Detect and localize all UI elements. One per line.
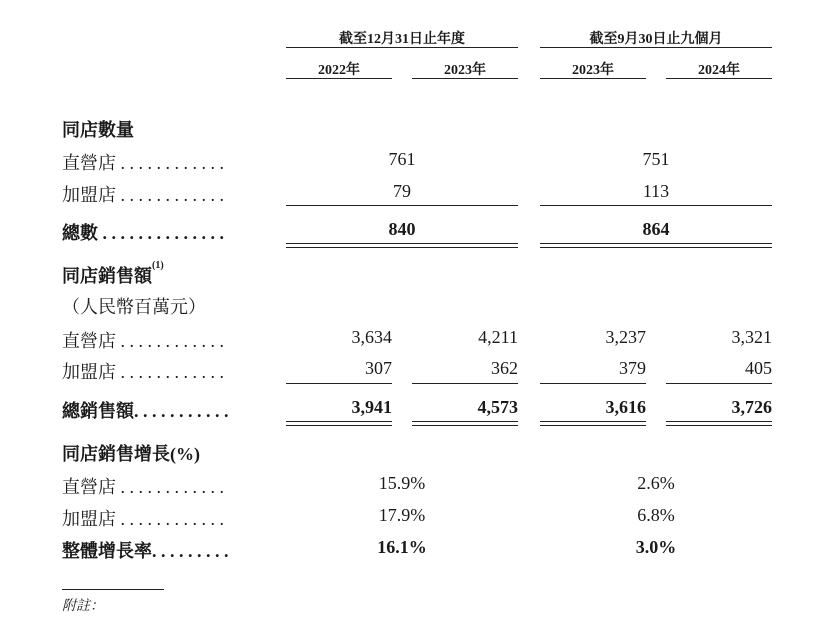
store-count-total-period: 864: [642, 219, 670, 239]
store-count-title: 同店數量: [62, 120, 134, 140]
header-period-2024: 2024年: [698, 63, 740, 78]
sales-direct-label: 直營店 . . . . . . . . . . . .: [62, 331, 224, 351]
growth-title: 同店銷售增長(%): [62, 444, 200, 464]
store-count-direct-period: 751: [642, 149, 670, 169]
sales-subtotal-rule-9m-2024: [666, 383, 772, 384]
year-rule-2022: [286, 78, 392, 79]
store-count-subtotal-rule-period: [540, 205, 772, 206]
sales-title: [62, 262, 164, 288]
store-count-total-rule-period: [540, 243, 772, 248]
store-count-direct-year: 761: [388, 149, 416, 169]
sales-franchise-9m-2024: 405: [745, 358, 772, 378]
footnote-label: 附註：: [62, 599, 104, 614]
sales-direct-9m-2023: 3,237: [605, 327, 646, 347]
store-count-total-label: 總數 . . . . . . . . . . . . . .: [62, 223, 224, 243]
sales-total-rule-2022: [286, 421, 392, 426]
growth-direct-period: 2.6%: [637, 473, 675, 493]
growth-franchise-period: 6.8%: [637, 505, 675, 525]
header-year-2022: 2022年: [318, 63, 360, 78]
sales-direct-9m-2024: 3,321: [731, 327, 772, 347]
sales-franchise-2022: 307: [365, 358, 392, 378]
sales-subtotal-rule-2023: [412, 383, 518, 384]
sales-title-text: 同店銷售額: [62, 266, 152, 286]
period-rule-2023: [540, 78, 646, 79]
header-period-rule: [540, 47, 772, 48]
header-year-rule: [286, 47, 518, 48]
header-year-2023: 2023年: [444, 63, 486, 78]
sales-franchise-label: 加盟店 . . . . . . . . . . . .: [62, 362, 224, 382]
growth-total-year: 16.1%: [377, 537, 427, 557]
store-count-direct-label: 直營店 . . . . . . . . . . . .: [62, 153, 224, 173]
footnote-rule: [62, 589, 164, 590]
store-count-franchise-year: 79: [393, 181, 411, 201]
period-rule-2024: [666, 78, 772, 79]
growth-direct-year: 15.9%: [378, 473, 426, 493]
sales-total-rule-9m-2024: [666, 421, 772, 426]
sales-total-label: 總銷售額. . . . . . . . . . .: [62, 401, 229, 421]
sales-total-2023: 4,573: [477, 397, 518, 417]
header-period-2023: 2023年: [572, 63, 614, 78]
sales-franchise-9m-2023: 379: [619, 358, 646, 378]
sales-direct-2023: 4,211: [478, 327, 518, 347]
growth-total-label: 整體增長率. . . . . . . . .: [62, 541, 229, 561]
sales-total-2022: 3,941: [351, 397, 392, 417]
sales-total-rule-9m-2023: [540, 421, 646, 426]
sales-note-mark: (1): [152, 260, 164, 271]
store-count-total-year: 840: [388, 219, 416, 239]
sales-total-rule-2023: [412, 421, 518, 426]
growth-franchise-year: 17.9%: [378, 505, 426, 525]
sales-unit: （人民幣百萬元）: [62, 297, 206, 317]
store-count-franchise-label: 加盟店 . . . . . . . . . . . .: [62, 185, 224, 205]
sales-franchise-2023: 362: [491, 358, 518, 378]
store-count-franchise-period: 113: [642, 181, 670, 201]
year-rule-2023: [412, 78, 518, 79]
store-count-subtotal-rule-year: [286, 205, 518, 206]
sales-total-9m-2023: 3,616: [605, 397, 646, 417]
growth-direct-label: 直營店 . . . . . . . . . . . .: [62, 477, 224, 497]
sales-subtotal-rule-9m-2023: [540, 383, 646, 384]
sales-direct-2022: 3,634: [351, 327, 392, 347]
growth-total-period: 3.0%: [635, 537, 677, 557]
header-period-group: 截至9月30日止九個月: [589, 32, 723, 47]
sales-total-9m-2024: 3,726: [731, 397, 772, 417]
growth-franchise-label: 加盟店 . . . . . . . . . . . .: [62, 509, 224, 529]
store-count-total-rule-year: [286, 243, 518, 248]
sales-subtotal-rule-2022: [286, 383, 392, 384]
header-year-group: 截至12月31日止年度: [339, 32, 465, 47]
